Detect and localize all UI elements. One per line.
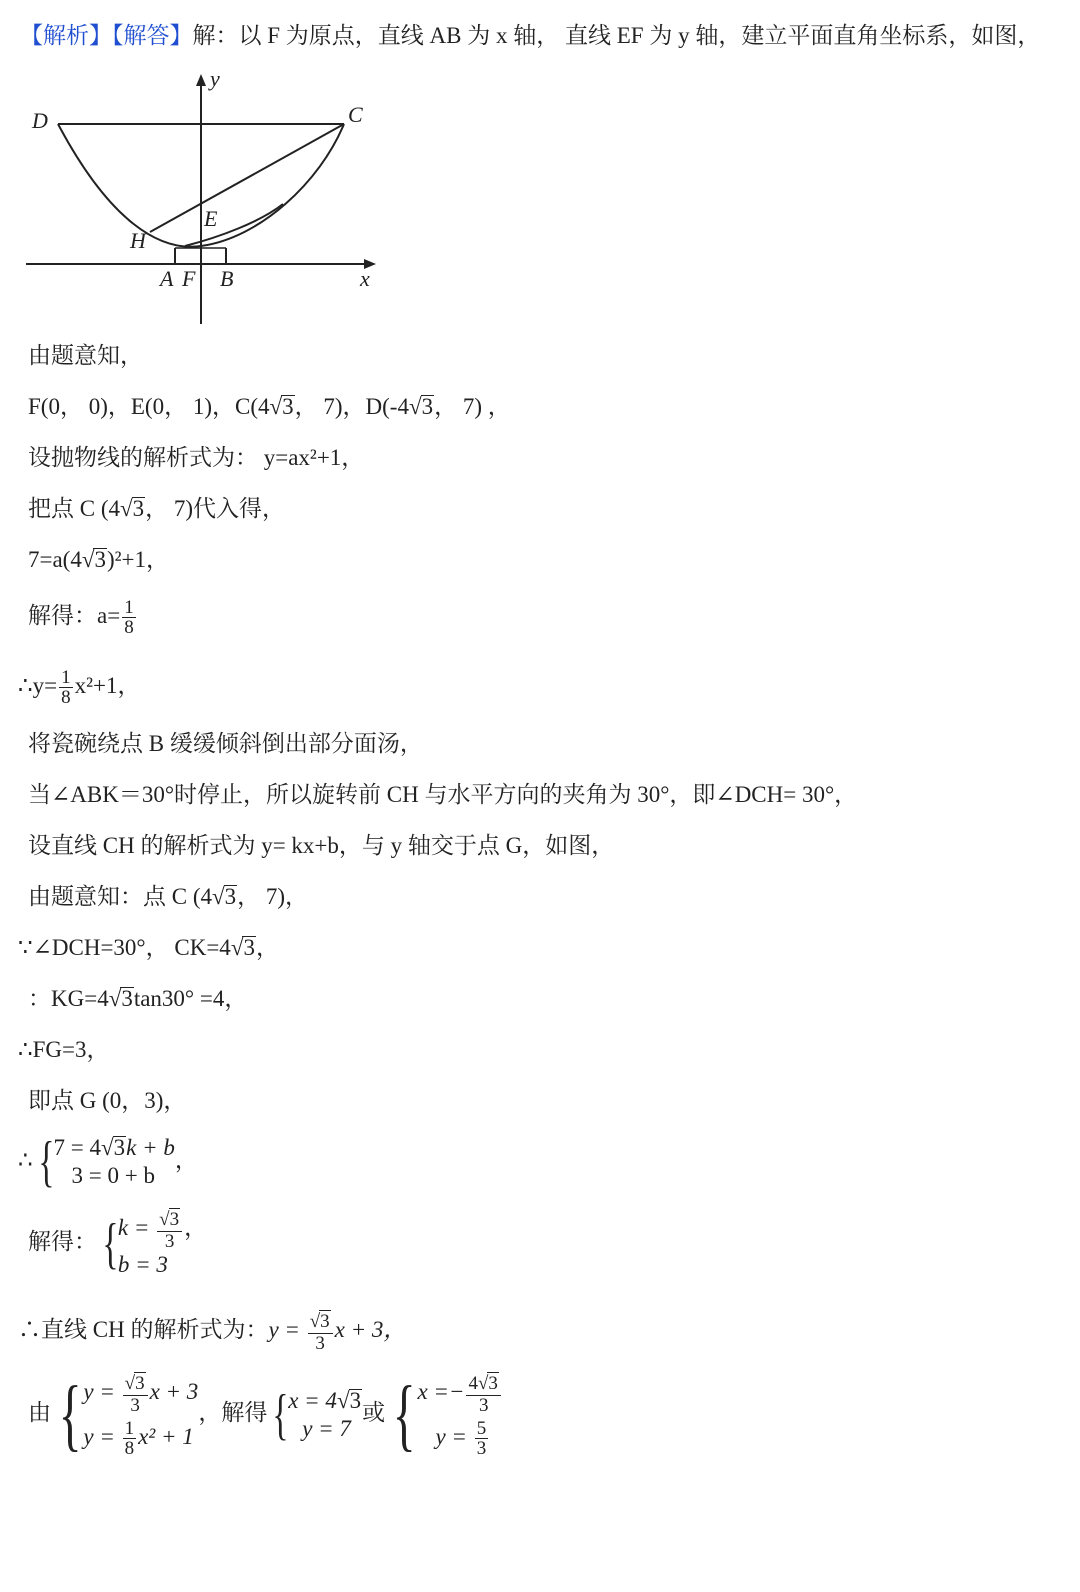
header-text: 解：以 F 为原点，直线 AB 为 x 轴， 直线 EF 为 y 轴，建立平面直角坐标系，如图，: [192, 23, 1041, 48]
line-14: ∴FG=3，: [18, 1037, 110, 1062]
line-ch: [150, 124, 344, 232]
line-2: F(0， 0)，E(0， 1)，C(4√3， 7)，D(-4√3， 7) ，: [28, 394, 511, 419]
label-e: E: [204, 206, 218, 231]
label-h: H: [130, 228, 146, 253]
line-16: ∴{ 7 = 4√3k + b 3 = 0 + b ，: [18, 1131, 198, 1193]
line-15: 即点 G (0，3)，: [28, 1088, 187, 1113]
line-11: 由题意知：点 C (4√3， 7)，: [28, 884, 309, 909]
line-5: 7=a(4√3)²+1，: [28, 547, 169, 572]
label-y: y: [210, 66, 220, 91]
line-18: ∴直线 CH 的解析式为：y = $\frac{√3}{3}$ x + 3，: [18, 1311, 407, 1354]
line-6: 解得：a= $\frac{1}{8}$: [28, 597, 134, 638]
answer-tag: 【解答】: [112, 23, 193, 48]
y-axis-arrow: [196, 74, 206, 86]
bowl-figure: [20, 62, 390, 332]
label-c: C: [348, 102, 363, 127]
label-a: A: [160, 266, 174, 291]
line-10: 设直线 CH 的解析式为 y= kx+b，与 y 轴交于点 G，如图，: [28, 833, 615, 858]
label-f: F: [182, 266, 196, 291]
line-4: 把点 C (4√3， 7)代入得，: [28, 496, 286, 521]
line-13: ：KG=4√3tan30° =4，: [28, 986, 248, 1011]
solution-header: [20, 20, 1040, 52]
label-d: D: [32, 108, 48, 133]
line-8: 将瓷碗绕点 B 缓缓倾斜倒出部分面汤，: [28, 731, 423, 756]
line-1: 由题意知，: [28, 343, 143, 368]
line-7: ∴y= $\frac{1}{8}$ x²+1，: [18, 667, 141, 708]
label-x: x: [360, 266, 370, 291]
line-19: 由{ y = $\frac{√3}{3}$ x + 3 y = $\frac{1}{8}$ x² + 1 ，解得{ x = 4√3 y = 7 或{ x =− $\frac{4√3}{3}$ y = $\frac{5}{3}$: [28, 1370, 503, 1459]
liquid-line: [185, 204, 283, 246]
line-3: 设抛物线的解析式为： y=ax²+1，: [28, 445, 365, 470]
line-12: ∵∠DCH=30°， CK=4√3，: [18, 935, 279, 960]
line-9: 当∠ABK＝30°时停止，所以旋转前 CH 与水平方向的夹角为 30°，即∠DCH= 30°，: [28, 782, 858, 807]
analysis-tag: 【解析】: [20, 23, 112, 48]
label-b: B: [220, 266, 234, 291]
line-17: 解得：{ k = $\frac{√3}{3}$ ， b = 3: [28, 1209, 208, 1277]
